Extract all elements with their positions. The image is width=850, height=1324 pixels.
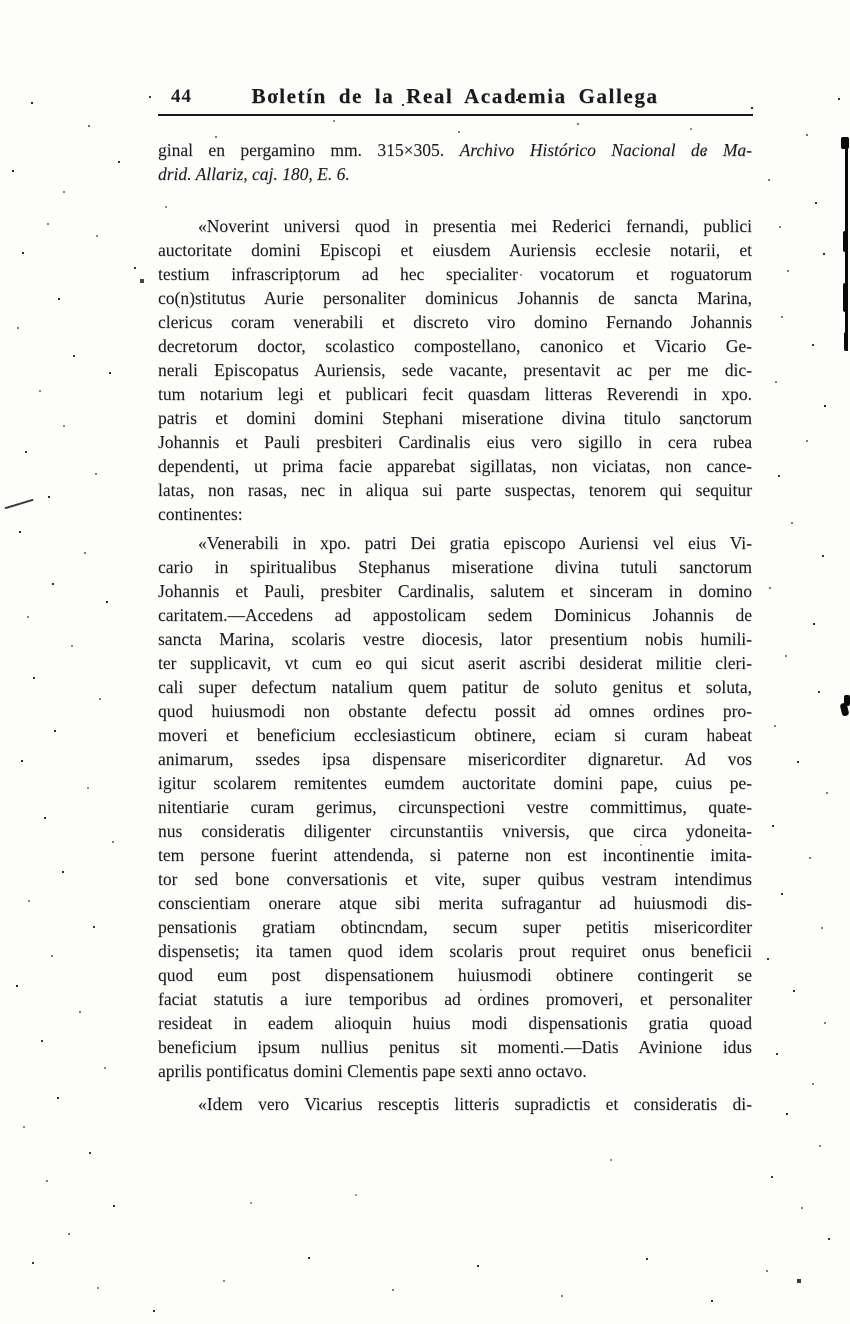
text-segment: conscientiam onerare atque sibi merita sufragantur ad huiusmodi dis-: [158, 893, 752, 913]
text-line: [158, 478, 752, 502]
text-segment: latas, non rasas, nec in aliqua sui parte suspectas, tenorem qui sequitur: [158, 480, 752, 500]
text-segment: ginal en pergamino mm. 315×305.: [158, 140, 460, 160]
text-segment: «Idem vero Vicarius resceptis litteris supradictis et consideratis di-: [198, 1094, 752, 1114]
text-segment: patris et domini domini Stephani miseratione divina titulo sanctorum: [158, 408, 752, 428]
text-line: [158, 603, 752, 627]
text-segment: auctoritate domini Episcopi et eiusdem Auriensis ecclesie notarii, et: [158, 240, 752, 260]
scan-artifact-blob: [843, 231, 848, 252]
text-line: [158, 963, 752, 987]
page-number: 44: [171, 86, 192, 107]
text-line: [158, 1092, 752, 1116]
text-line: [158, 1011, 752, 1035]
text-segment: nerali Episcopatus Auriensis, sede vacante, presentavit ac per me dic-: [158, 360, 752, 380]
text-line: [158, 214, 752, 238]
text-line: [158, 843, 752, 867]
text-segment: cario in spiritualibus Stephanus miseratione divina tutuli sanctorum: [158, 557, 752, 577]
text-segment: tor sed bone conversationis et vite, super quibus vestram intendimus: [158, 869, 752, 889]
text-segment: pensationis gratiam obtincndam, secum super petitis misericorditer: [158, 917, 752, 937]
text-line: [158, 430, 752, 454]
text-line: [158, 310, 752, 334]
text-segment: Johannis et Pauli, presbiter Cardinalis, salutem et sinceram in domino: [158, 581, 752, 601]
paragraph-notarial-act: [158, 214, 752, 526]
text-line: [158, 555, 752, 579]
page-body: [158, 116, 752, 1116]
archive-citation-italic: drid. Allariz, caj. 180, E. 6.: [158, 164, 350, 184]
text-line: [158, 138, 752, 162]
text-line: [158, 939, 752, 963]
text-segment: «Noverint universi quod in presentia mei Rederici fernandi, publici: [198, 216, 752, 236]
scan-noise-speckles: [0, 84, 2, 86]
text-segment: cali super defectum natalium quem patitur de soluto genitus et soluta,: [158, 677, 752, 697]
scanned-page: [0, 84, 850, 1324]
page-header: [158, 84, 752, 110]
scan-artifact-scratch: [4, 499, 33, 509]
paragraph-cardinal-letter: [158, 531, 752, 1083]
text-segment: tum notarium legi et publicari fecit quasdam litteras Reverendi in xpo.: [158, 384, 752, 404]
text-line: [158, 406, 752, 430]
text-line: [158, 867, 752, 891]
text-line: [158, 1035, 752, 1059]
text-segment: caritatem.—Accedens ad appostolicam sedem Dominicus Johannis de: [158, 605, 752, 625]
scan-artifact-blob: [843, 283, 848, 312]
text-line: [158, 358, 752, 382]
text-segment: resideat in eadem alioquin huius modi dispensationis gratia quoad: [158, 1013, 752, 1033]
text-line: [158, 627, 752, 651]
text-segment: faciat statutis a iure temporibus ad ordines promoveri, et personaliter: [158, 989, 752, 1009]
text-line: [158, 795, 752, 819]
text-line: [158, 262, 752, 286]
text-line: [158, 382, 752, 406]
text-segment: beneficium ipsum nullius penitus sit momenti.—Datis Avinione idus: [158, 1037, 752, 1057]
text-segment: testium infrascriptorum ad hec specialiter vocatorum et roguatorum: [158, 264, 752, 284]
text-line: [158, 699, 752, 723]
text-segment: sancta Marina, scolaris vestre diocesis, lator presentium nobis humili-: [158, 629, 752, 649]
text-line: [158, 334, 752, 358]
text-line: [158, 286, 752, 310]
text-line: [158, 579, 752, 603]
paragraph-catalog-note: [158, 138, 752, 186]
text-line: [158, 891, 752, 915]
text-line: [158, 675, 752, 699]
text-segment: ter supplicavit, vt cum eo qui sicut aserit ascribi desiderat militie cleri-: [158, 653, 752, 673]
text-line: [158, 771, 752, 795]
scan-artifact-blob: [841, 137, 849, 149]
text-segment: decretorum doctor, scolastico compostellano, canonico et Vicario Ge-: [158, 336, 752, 356]
text-line: [158, 1059, 752, 1083]
text-line: [158, 162, 752, 186]
scan-artifact-blob: [844, 332, 848, 351]
text-segment: nus consideratis diligenter circunstantiis vniversis, que circa ydoneita-: [158, 821, 752, 841]
text-segment: co(n)stitutus Aurie personaliter dominicus Johannis de sancta Marina,: [158, 288, 752, 308]
text-segment: dependenti, ut prima facie apparebat sigillatas, non viciatas, non cance-: [158, 456, 752, 476]
text-line: [158, 723, 752, 747]
text-line: [158, 915, 752, 939]
text-line: [158, 531, 752, 555]
text-segment: igitur scolarem remitentes eumdem auctoritate domini pape, cuius pe-: [158, 773, 752, 793]
text-line: [158, 987, 752, 1011]
text-segment: dispensetis; ita tamen quod idem scolaris prout requiret onus beneficii: [158, 941, 752, 961]
journal-title: Boletín de la Real Academia Gallega: [251, 84, 659, 108]
text-segment: quod eum post dispensationem huiusmodi obtinere contingerit se: [158, 965, 752, 985]
text-segment: moveri et beneficium ecclesiasticum obtinere, eciam si curam habeat: [158, 725, 752, 745]
text-line: [158, 819, 752, 843]
text-segment: nitentiarie curam gerimus, circunspectioni vestre committimus, quate-: [158, 797, 752, 817]
text-line: [158, 454, 752, 478]
archive-citation-italic: Archivo Histórico Nacional de Ma-: [459, 140, 753, 160]
text-segment: animarum, ssedes ipsa dispensare misericorditer dignaretur. Ad vos: [158, 749, 752, 769]
text-line: [158, 502, 752, 526]
text-segment: clericus coram venerabili et discreto viro domino Fernando Johannis: [158, 312, 752, 332]
text-line: [158, 747, 752, 771]
text-segment: «Venerabili in xpo. patri Dei gratia episcopo Auriensi vel eius Vi-: [198, 533, 752, 553]
text-segment: tem persone fuerint attendenda, si paterne non est incontinentie imita-: [158, 845, 752, 865]
text-segment: aprilis pontificatus domini Clementis pape sexti anno octavo.: [158, 1061, 587, 1081]
text-segment: Johannis et Pauli presbiteri Cardinalis eius vero sigillo in cera rubea: [158, 432, 752, 452]
paragraph-vicar-continuation: [158, 1092, 752, 1116]
text-segment: continentes:: [158, 504, 243, 524]
text-line: [158, 651, 752, 675]
text-segment: quod huiusmodi non obstante defectu possit ad omnes ordines pro-: [158, 701, 752, 721]
text-line: [158, 238, 752, 262]
